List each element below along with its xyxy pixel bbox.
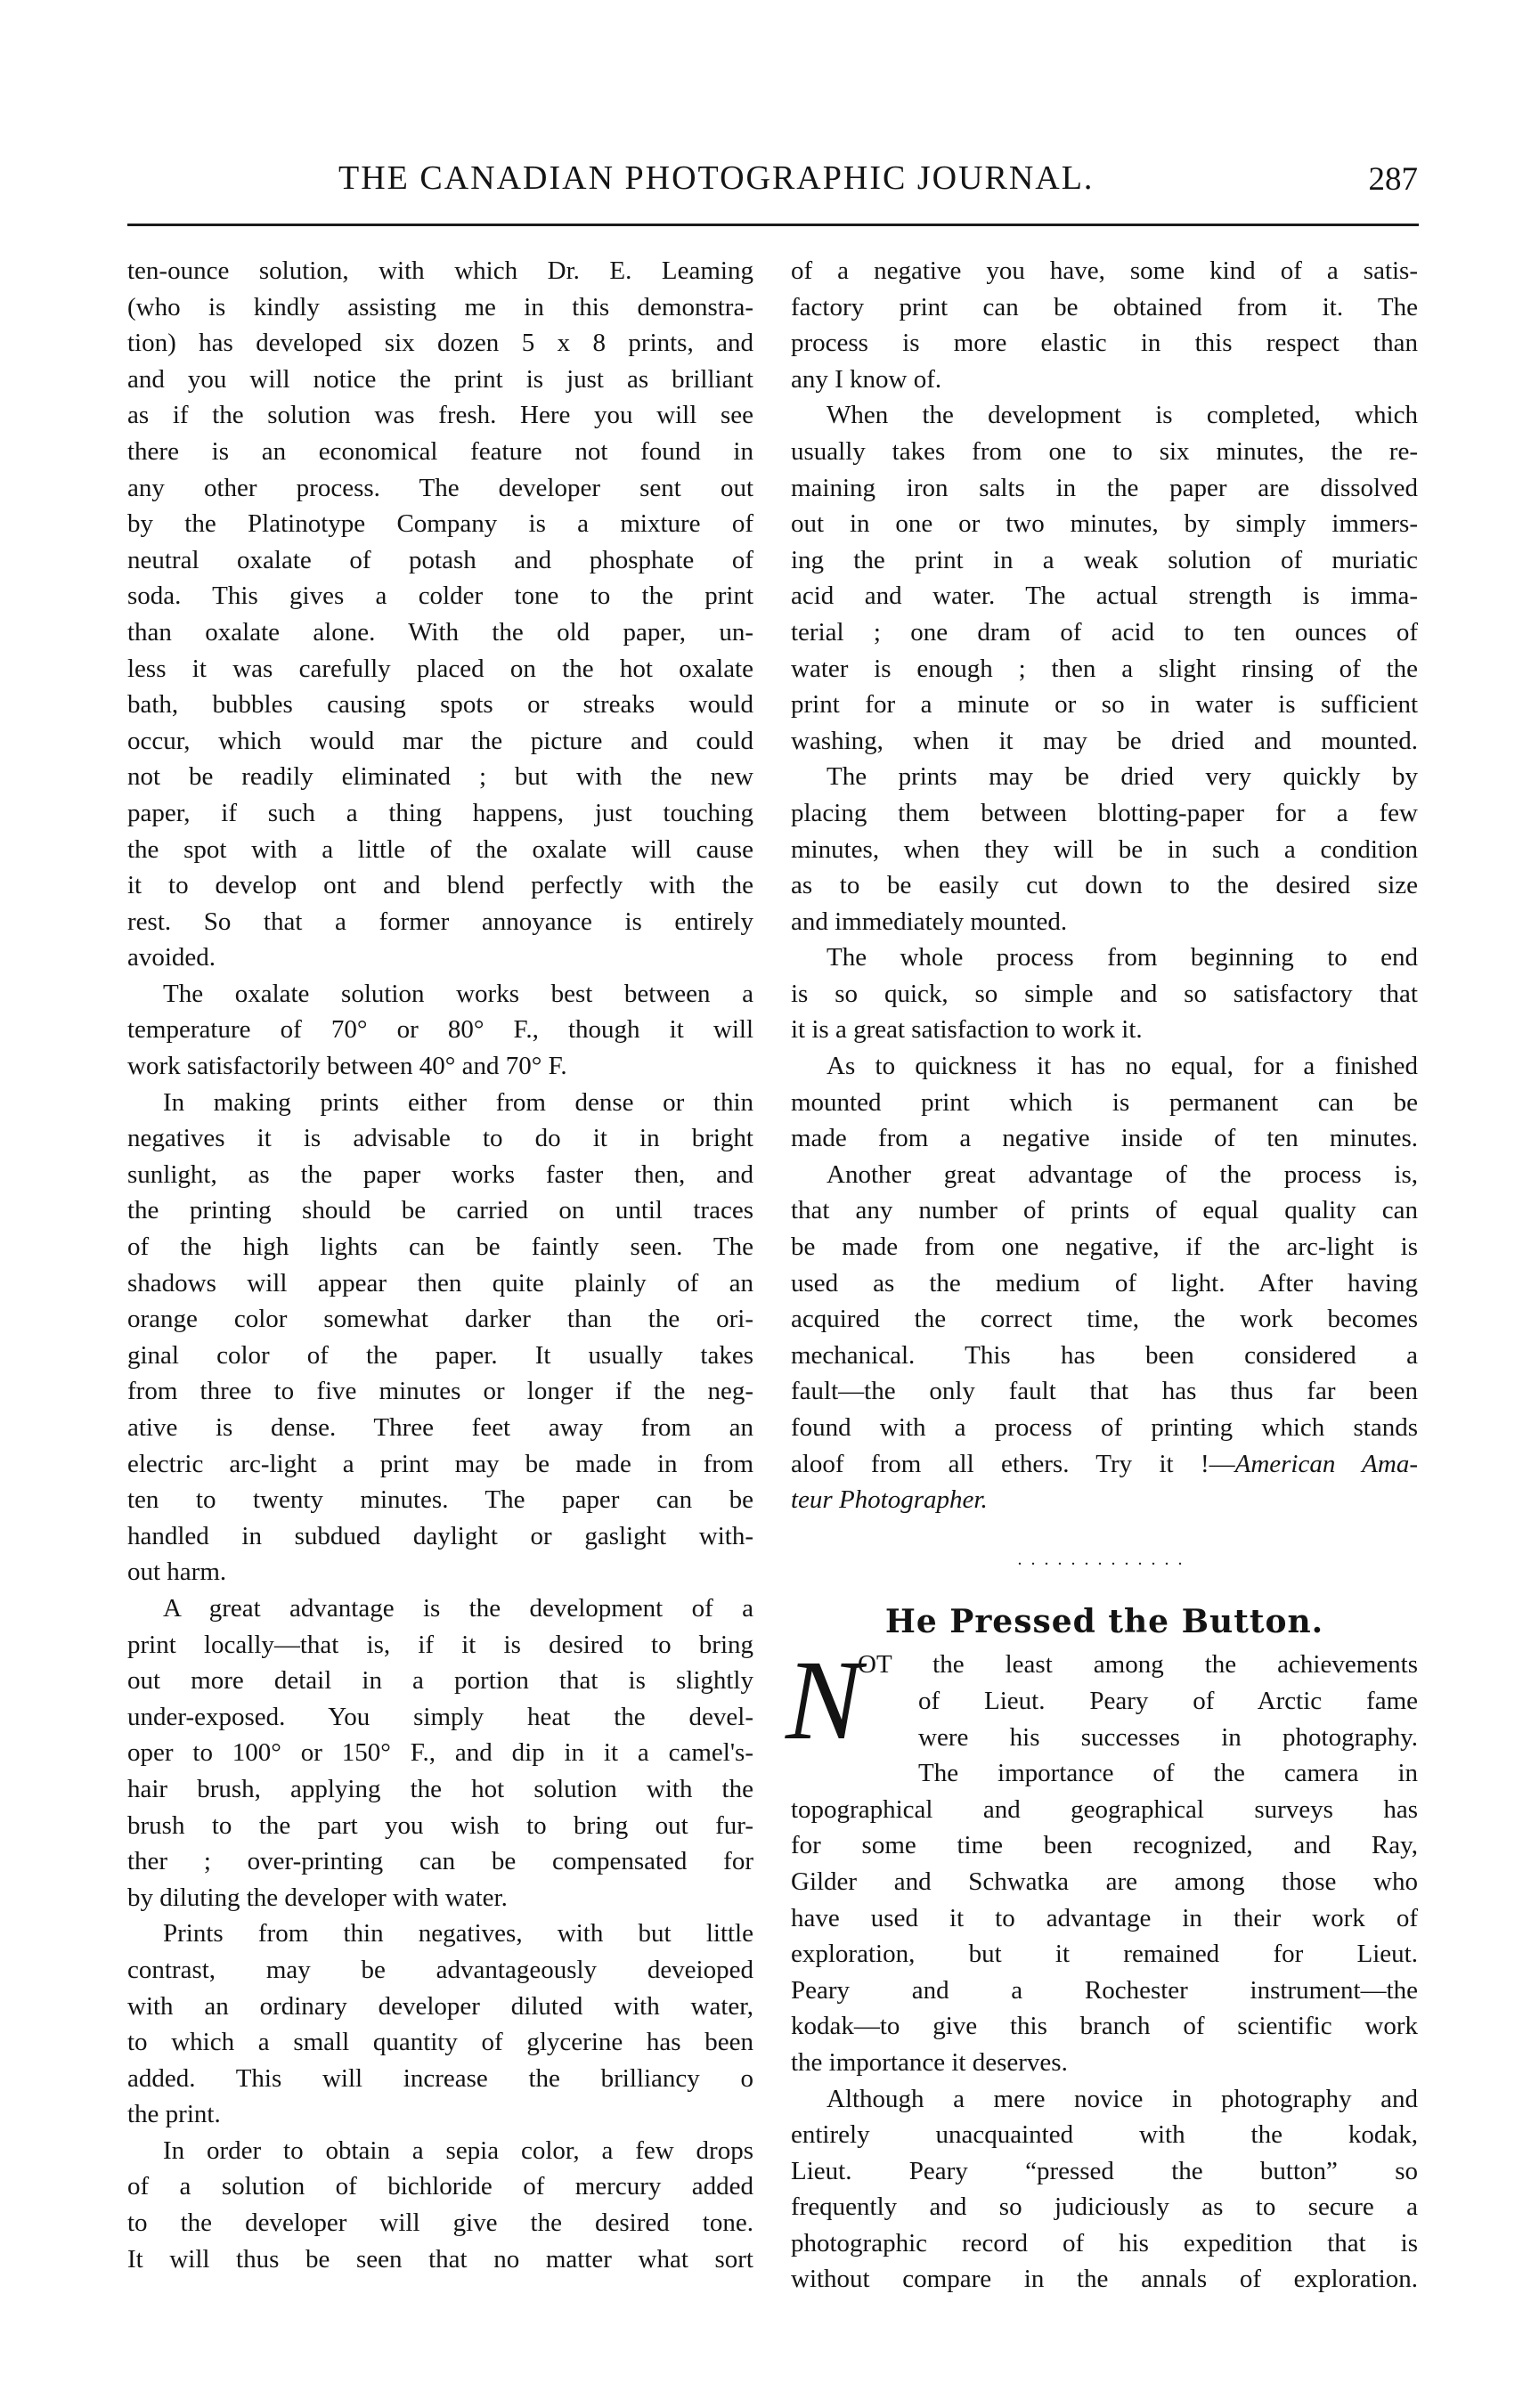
text-line: any I know of. bbox=[791, 364, 942, 394]
text-line: Another great advantage of the process is, bbox=[826, 1159, 1418, 1189]
page-number: 287 bbox=[1368, 161, 1418, 198]
text-line: for some time been recognized, and Ray, bbox=[791, 1831, 1418, 1860]
text-line: A great advantage is the development of a bbox=[163, 1593, 753, 1623]
text-line: hair brush, applying the hot solution with the bbox=[127, 1774, 753, 1803]
text-line: ten-ounce solution, with which Dr. E. Leaming bbox=[127, 256, 753, 285]
text-line: handled in subdued daylight or gaslight with- bbox=[127, 1521, 753, 1550]
text-line: out harm. bbox=[127, 1558, 227, 1587]
text-line: as to be easily cut down to the desired size bbox=[791, 871, 1418, 900]
text-line: paper, if such a thing happens, just touching bbox=[127, 798, 753, 827]
text-line: used as the medium of light. After having bbox=[791, 1268, 1418, 1298]
text-line: contrast, may be advantageously deveioped bbox=[127, 1955, 753, 1984]
header-rule bbox=[127, 224, 1419, 226]
text-line: temperature of 70° or 80° F., though it will bbox=[127, 1015, 753, 1045]
text-line: the importance it deserves. bbox=[791, 2047, 1068, 2077]
text-line: to which a small quantity of glycerine has been bbox=[127, 2028, 753, 2057]
text-line: the print. bbox=[127, 2100, 221, 2129]
text-line: of Lieut. Peary of Arctic fame bbox=[918, 1686, 1418, 1715]
text-line: and you will notice the print is just as brilliant bbox=[127, 364, 753, 394]
text-line: negatives it is advisable to do it in bright bbox=[127, 1124, 753, 1153]
text-line: by the Platinotype Company is a mixture of bbox=[127, 509, 753, 539]
text-line: without compare in the annals of exploration. bbox=[791, 2265, 1418, 2294]
text-line: soda. This gives a colder tone to the print bbox=[127, 582, 753, 611]
text-line: tion) has developed six dozen 5 x 8 prints, and bbox=[127, 329, 753, 358]
text-line: any other process. The developer sent out bbox=[127, 473, 753, 502]
text-line: found with a process of printing which stands bbox=[791, 1413, 1418, 1442]
text-line: made from a negative inside of ten minutes. bbox=[791, 1124, 1418, 1153]
text-line: with an ordinary developer diluted with water, bbox=[127, 1991, 753, 2021]
text-line: orange color somewhat darker than the ori- bbox=[127, 1305, 753, 1334]
text-line: oper to 100° or 150° F., and dip in it a camel's- bbox=[127, 1738, 753, 1768]
text-line: avoided. bbox=[127, 943, 216, 972]
text-line: neutral oxalate of potash and phosphate of bbox=[127, 545, 753, 574]
text-line: the printing should be carried on until traces bbox=[127, 1196, 753, 1225]
text-line: The whole process from beginning to end bbox=[826, 943, 1418, 972]
text-line: minutes, when they will be in such a condition bbox=[791, 834, 1418, 864]
journal-title: THE CANADIAN PHOTOGRAPHIC JOURNAL. bbox=[338, 159, 1095, 197]
text-line: be made from one negative, if the arc-light is bbox=[791, 1232, 1418, 1262]
text-line: of a negative you have, some kind of a satis- bbox=[791, 256, 1418, 285]
text-line: OT the least among the achievements bbox=[858, 1650, 1418, 1680]
left-column bbox=[127, 253, 753, 2277]
text-line: topographical and geographical surveys has bbox=[791, 1794, 1418, 1824]
text-line: out in one or two minutes, by simply immers- bbox=[791, 509, 1418, 539]
text-line: fault—the only fault that has thus far been bbox=[791, 1377, 1418, 1406]
text-line: have used it to advantage in their work of bbox=[791, 1903, 1418, 1932]
text-line: out more detail in a portion that is slightly bbox=[127, 1666, 753, 1696]
text-line: sunlight, as the paper works faster then, and bbox=[127, 1159, 753, 1189]
text-line: usually takes from one to six minutes, the re- bbox=[791, 436, 1418, 466]
text-line: print locally—that is, if it is desired to bring bbox=[127, 1630, 753, 1659]
text-line: entirely unacquainted with the kodak, bbox=[791, 2120, 1418, 2150]
text-line: print for a minute or so in water is sufficient bbox=[791, 690, 1418, 720]
text-line: brush to the part you wish to bring out fur- bbox=[127, 1810, 753, 1840]
article-body bbox=[791, 1792, 1418, 2298]
text-line: terial ; one dram of acid to ten ounces of bbox=[791, 617, 1418, 647]
text-line: ten to twenty minutes. The paper can be bbox=[127, 1485, 753, 1515]
article-heading: He Pressed the Button. bbox=[884, 1603, 1324, 1641]
text-line: acid and water. The actual strength is imma- bbox=[791, 582, 1418, 611]
attribution-text: aloof from all ethers. Try it !— bbox=[791, 1449, 1235, 1478]
text-line: exploration, but it remained for Lieut. bbox=[791, 1940, 1418, 1969]
right-column bbox=[786, 253, 1418, 2298]
text-line: The prints may be dried very quickly by bbox=[826, 762, 1418, 792]
text-line: to the developer will give the desired tone. bbox=[127, 2209, 753, 2238]
text-line: than oxalate alone. With the old paper, un- bbox=[127, 617, 753, 647]
text-line: Prints from thin negatives, with but little bbox=[163, 1919, 753, 1948]
drop-cap-lines bbox=[791, 1647, 1418, 1791]
text-line: ing the print in a weak solution of muriatic bbox=[791, 545, 1418, 574]
text-line: Peary and a Rochester instrument—the bbox=[791, 1975, 1418, 2005]
text-line: washing, when it may be dried and mounted. bbox=[791, 726, 1418, 755]
text-line: water is enough ; then a slight rinsing of the bbox=[791, 654, 1418, 683]
attribution-line bbox=[791, 1446, 1418, 1483]
text-line: of the high lights can be faintly seen. The bbox=[127, 1232, 753, 1262]
text-line: placing them between blotting-paper for a few bbox=[791, 798, 1418, 827]
text-line: In making prints either from dense or thin bbox=[163, 1087, 753, 1117]
text-line: It will thus be seen that no matter what sort bbox=[127, 2244, 753, 2274]
text-line: it to develop ont and blend perfectly with the bbox=[127, 871, 753, 900]
text-line: mechanical. This has been considered a bbox=[791, 1340, 1418, 1370]
text-line: The importance of the camera in bbox=[918, 1759, 1418, 1788]
text-line: frequently and so judiciously as to secure a bbox=[791, 2192, 1418, 2222]
text-line: shadows will appear then quite plainly of an bbox=[127, 1268, 753, 1298]
text-line: (who is kindly assisting me in this demonstra- bbox=[127, 292, 753, 321]
text-line: acquired the correct time, the work becomes bbox=[791, 1305, 1418, 1334]
text-line: maining iron salts in the paper are dissolved bbox=[791, 473, 1418, 502]
spacer bbox=[791, 1518, 1418, 1538]
text-line: Gilder and Schwatka are among those who bbox=[791, 1867, 1418, 1896]
text-line: The oxalate solution works best between a bbox=[163, 979, 753, 1008]
text-line: mounted print which is permanent can be bbox=[791, 1087, 1418, 1117]
text-line: and immediately mounted. bbox=[791, 907, 1068, 936]
text-line: the spot with a little of the oxalate will cause bbox=[127, 834, 753, 864]
text-line: electric arc-light a print may be made in from bbox=[127, 1449, 753, 1478]
attribution-source: American Ama- bbox=[1234, 1449, 1418, 1478]
text-line: As to quickness it has no equal, for a finished bbox=[826, 1052, 1418, 1081]
article-opening bbox=[786, 1637, 1418, 1791]
text-line: process is more elastic in this respect than bbox=[791, 329, 1418, 358]
text-line: When the development is completed, which bbox=[826, 401, 1418, 430]
spacer bbox=[791, 1577, 1418, 1597]
text-line: that any number of prints of equal quality can bbox=[791, 1196, 1418, 1225]
text-line: there is an economical feature not found in bbox=[127, 436, 753, 466]
text-line: is so quick, so simple and so satisfactory that bbox=[791, 979, 1418, 1008]
text-line: ative is dense. Three feet away from an bbox=[127, 1413, 753, 1442]
text-line: not be readily eliminated ; but with the new bbox=[127, 762, 753, 792]
text-line: were his successes in photography. bbox=[918, 1722, 1418, 1752]
text-line: from three to five minutes or longer if the neg- bbox=[127, 1377, 753, 1406]
right-column-text bbox=[791, 253, 1418, 1446]
text-line: rest. So that a former annoyance is entirely bbox=[127, 907, 753, 936]
text-line: by diluting the developer with water. bbox=[127, 1883, 508, 1912]
text-line: kodak—to give this branch of scientific work bbox=[791, 2012, 1418, 2041]
text-line: occur, which would mar the picture and could bbox=[127, 726, 753, 755]
text-line: it is a great satisfaction to work it. bbox=[791, 1015, 1143, 1045]
text-line: as if the solution was fresh. Here you will see bbox=[127, 401, 753, 430]
text-line: photographic record of his expedition that is bbox=[791, 2228, 1418, 2258]
text-line: work satisfactorily between 40° and 70° F. bbox=[127, 1052, 567, 1081]
text-line: ther ; over-printing can be compensated for bbox=[127, 1847, 753, 1876]
text-line: under-exposed. You simply heat the devel- bbox=[127, 1702, 753, 1731]
text-line: added. This will increase the brilliancy o bbox=[127, 2063, 753, 2093]
drop-cap: N bbox=[786, 1637, 862, 1764]
text-line: bath, bubbles causing spots or streaks would bbox=[127, 690, 753, 720]
text-line: ginal color of the paper. It usually takes bbox=[127, 1340, 753, 1370]
text-line: In order to obtain a sepia color, a few drops bbox=[163, 2135, 753, 2165]
text-line: factory print can be obtained from it. The bbox=[791, 292, 1418, 321]
attribution-source-continuation: teur Photographer. bbox=[791, 1485, 988, 1515]
text-line: Although a mere novice in photography and bbox=[826, 2084, 1418, 2113]
text-line: less it was carefully placed on the hot oxalate bbox=[127, 654, 753, 683]
text-line: of a solution of bichloride of mercury added bbox=[127, 2172, 753, 2201]
text-line: Lieut. Peary “pressed the button” so bbox=[791, 2156, 1418, 2185]
section-separator: ............. bbox=[1017, 1549, 1192, 1569]
